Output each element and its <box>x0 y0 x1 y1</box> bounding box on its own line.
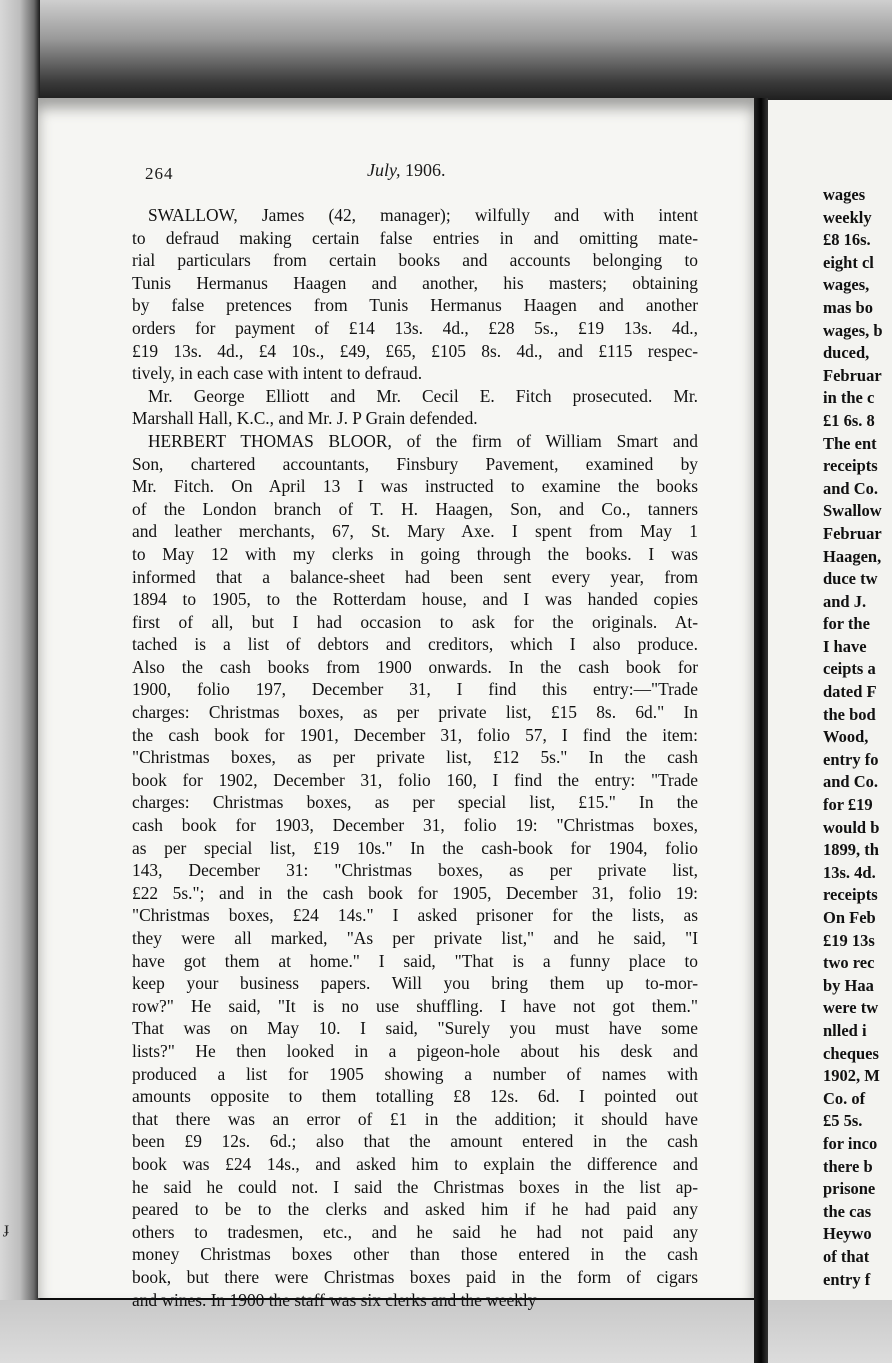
page-number: 264 <box>145 164 174 183</box>
case-text <box>132 204 698 1311</box>
right-fragment: in the c <box>823 388 875 408</box>
text-line: others to tradesmen, etc., and he said he had not paid any <box>132 1221 698 1242</box>
text-line: book, but there were Christmas boxes paid in the form of cigars <box>132 1266 698 1287</box>
text-line: Son, chartered accountants, Finsbury Pavement, examined by <box>132 453 698 474</box>
text-line: orders for payment of £14 13s. 4d., £28 5s., £19 13s. 4d., <box>132 317 698 338</box>
right-page-fragments <box>823 184 892 1291</box>
right-fragment: duced, <box>823 343 870 363</box>
running-head-year: 1906. <box>405 160 446 180</box>
right-fragment: wages, <box>823 275 870 295</box>
text-line: peared to be to the clerks and asked him if he had paid any <box>132 1199 698 1220</box>
right-fragment: were tw <box>823 998 879 1018</box>
right-fragment: Co. of <box>823 1088 866 1108</box>
right-fragment: for inco <box>823 1133 878 1153</box>
right-fragment: of that <box>823 1246 870 1266</box>
right-fragment: by Haa <box>823 975 874 995</box>
text-line: money Christmas boxes other than those entered in the cash <box>132 1244 698 1265</box>
right-fragment: ceipts a <box>823 659 876 679</box>
right-fragment: 1899, th <box>823 840 879 860</box>
right-fragment: duce tw <box>823 569 878 589</box>
text-line: 143, December 31: "Christmas boxes, as per private list, <box>132 860 698 881</box>
right-fragment: wages <box>823 185 866 204</box>
text-line: and leather merchants, 67, St. Mary Axe. I spent from May 1 <box>132 521 698 542</box>
text-line: book was £24 14s., and asked him to explain the difference and <box>132 1153 698 1174</box>
text-line: lists?" He then looked in a pigeon-hole about his desk and <box>132 1040 698 1061</box>
right-fragment: Heywo <box>823 1224 872 1244</box>
text-line: of the London branch of T. H. Haagen, Son, and Co., tanners <box>132 498 698 519</box>
text-line: charges: Christmas boxes, as per special list, £15." In the <box>132 792 698 813</box>
text-line: produced a list for 1905 showing a number of names with <box>132 1063 698 1084</box>
left-edge <box>0 0 40 1363</box>
text-line: by false pretences from Tunis Hermanus Haagen and another <box>132 295 698 316</box>
running-head <box>367 160 446 181</box>
right-fragment: prisone <box>823 1179 876 1199</box>
right-fragment: and Co. <box>823 772 879 792</box>
right-fragment: 1902, M <box>823 1066 880 1086</box>
right-fragment: entry f <box>823 1269 871 1289</box>
text-line: £22 5s."; and in the cash book for 1905, December 31, folio 19: <box>132 882 698 903</box>
right-fragment: receipts <box>823 885 878 905</box>
right-fragment: £5 5s. <box>823 1111 863 1131</box>
right-fragment: eight cl <box>823 252 874 272</box>
running-head-month: July, <box>367 160 401 180</box>
margin-mark: ɟ <box>4 1220 10 1237</box>
text-line: amounts opposite to them totalling £8 12s. 6d. I pointed out <box>132 1086 698 1107</box>
text-line: they were all marked, "As per private list," and he said, "I <box>132 928 698 948</box>
text-line: book for 1902, December 31, folio 160, I find the entry: "Trade <box>132 769 698 790</box>
right-fragment: wages, b <box>823 320 883 340</box>
right-fragment: £1 6s. 8 <box>823 410 875 430</box>
text-line: SWALLOW, James (42, manager); wilfully and with intent <box>148 205 698 225</box>
text-line: to May 12 with my clerks in going through the books. I was <box>132 543 698 564</box>
text-line: that there was an error of £1 in the addition; it should have <box>132 1108 698 1129</box>
text-line: charges: Christmas boxes, as per private list, £15 8s. 6d." In <box>132 702 698 723</box>
text-line: informed that a balance-sheet had been sent every year, from <box>132 566 698 587</box>
right-fragment: two rec <box>823 953 875 973</box>
text-line: Marshall Hall, K.C., and Mr. J. P Grain defended. <box>132 408 478 429</box>
right-fragment: Februar <box>823 365 882 385</box>
right-fragment: for £19 <box>823 795 873 815</box>
right-fragment: mas bo <box>823 297 873 317</box>
text-line: first of all, but I had occasion to ask for the originals. At- <box>132 611 698 632</box>
right-fragment: I have <box>823 636 867 656</box>
right-fragment: entry fo <box>823 749 879 769</box>
text-line: keep your business papers. Will you bring them up to-mor- <box>132 973 698 994</box>
text-line: he said he could not. I said the Christmas boxes in the list ap- <box>132 1176 698 1197</box>
text-line: rial particulars from certain books and accounts belonging to <box>132 250 698 271</box>
text-line: to defraud making certain false entries in and omitting mate- <box>132 227 698 248</box>
text-line: have got them at home." I said, "That is a funny place to <box>132 950 698 971</box>
right-fragment: receipts <box>823 456 878 476</box>
text-line: Tunis Hermanus Haagen and another, his masters; obtaining <box>132 272 698 293</box>
right-fragment: £8 16s. <box>823 230 871 250</box>
right-fragment: the bod <box>823 704 876 724</box>
right-fragment: would b <box>823 817 880 837</box>
text-line: "Christmas boxes, as per private list, £12 5s." In the cash <box>132 747 698 768</box>
right-fragment: for the <box>823 614 870 634</box>
right-fragment: Februar <box>823 523 882 543</box>
text-line: "Christmas boxes, £24 14s." I asked prisoner for the lists, as <box>132 905 698 926</box>
text-line: and wines. In 1900 the staff was six clerks and the weekly <box>132 1289 537 1310</box>
right-fragment: the cas <box>823 1201 872 1221</box>
right-fragment: Wood, <box>823 727 869 747</box>
text-line: 1894 to 1905, to the Rotterdam house, and I was handed copies <box>132 589 698 610</box>
text-line: That was on May 10. I said, "Surely you must have some <box>132 1018 698 1039</box>
right-fragment: Swallow <box>823 501 882 521</box>
right-fragment: nlled i <box>823 1020 867 1040</box>
right-fragment: On Feb <box>823 908 876 927</box>
page-header <box>145 160 705 190</box>
right-fragment: and Co. <box>823 478 879 498</box>
text-line: Also the cash books from 1900 onwards. In the cash book for <box>132 656 698 677</box>
text-line: row?" He said, "It is no use shuffling. I have not got them." <box>132 995 698 1016</box>
text-line: tively, in each case with intent to defraud. <box>132 363 423 384</box>
right-fragment: 13s. 4d. <box>823 862 876 882</box>
right-fragment: cheques <box>823 1043 879 1063</box>
text-line: HERBERT THOMAS BLOOR, of the firm of William Smart and <box>148 430 698 451</box>
text-line: 1900, folio 197, December 31, I find this entry:—"Trade <box>132 679 698 700</box>
right-fragment: The ent <box>823 433 877 453</box>
right-fragment: weekly <box>823 207 872 227</box>
right-fragment: Haagen, <box>823 546 882 566</box>
right-fragment: dated F <box>823 682 877 702</box>
text-line: been £9 12s. 6d.; also that the amount entered in the cash <box>132 1131 698 1152</box>
right-fragment: and J. <box>823 591 867 611</box>
book-gutter <box>754 98 768 1363</box>
text-line: the cash book for 1901, December 31, folio 57, I find the item: <box>132 724 698 745</box>
text-line: tached is a list of debtors and creditors, which I also produce. <box>132 634 698 655</box>
text-line: Mr. George Elliott and Mr. Cecil E. Fitch prosecuted. Mr. <box>148 385 698 406</box>
text-line: Mr. Fitch. On April 13 I was instructed to examine the books <box>132 476 698 497</box>
text-line: as per special list, £19 10s." In the cash-book for 1904, folio <box>132 837 698 858</box>
right-fragment: £19 13s <box>823 930 875 950</box>
text-line: £19 13s. 4d., £4 10s., £49, £65, £105 8s. 4d., and £115 respec- <box>132 340 698 361</box>
right-fragment: there b <box>823 1156 873 1176</box>
top-shadow <box>0 0 892 110</box>
text-line: cash book for 1903, December 31, folio 19: "Christmas boxes, <box>132 815 698 836</box>
